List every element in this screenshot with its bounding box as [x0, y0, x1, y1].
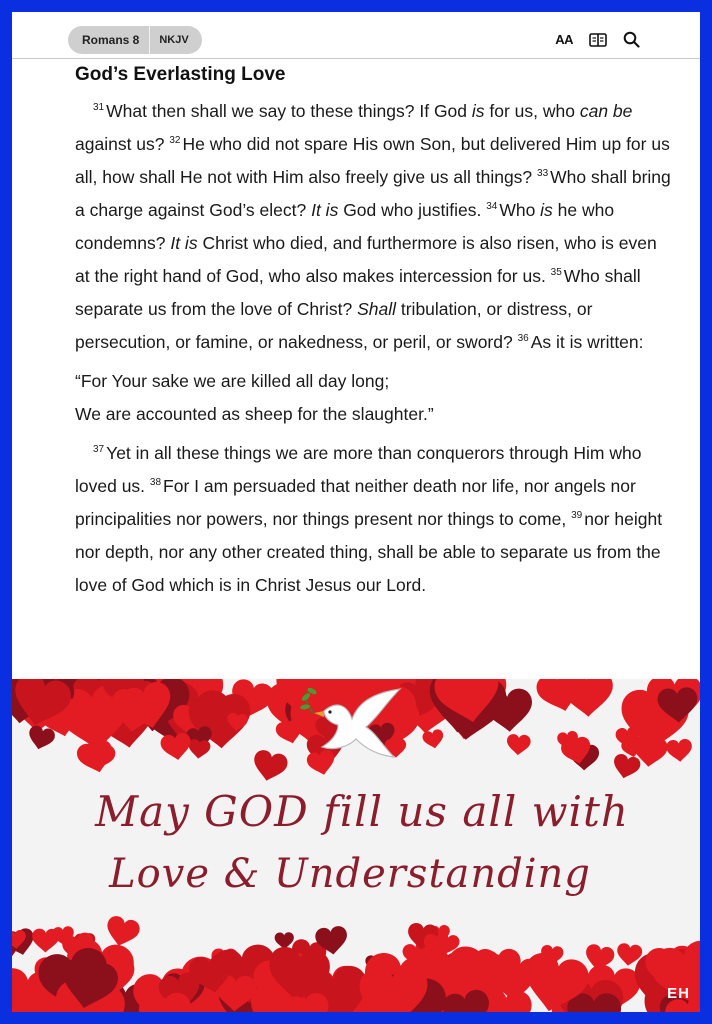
verse-text: For I am persuaded that neither death nor life, nor angels nor principalities nor powers, nor things present nor things to come,	[75, 476, 636, 529]
passage-selector	[68, 26, 202, 54]
reader-frame	[12, 12, 700, 1012]
text-size-icon[interactable]: AA	[555, 32, 573, 47]
verse-text: for us, who	[484, 101, 580, 121]
heart-shape	[103, 914, 142, 950]
verse-number[interactable]: 35	[550, 267, 562, 278]
book-chapter-button[interactable]: Romans 8	[82, 33, 140, 47]
verse-text: Who shall bring a charge against God’s elect?	[75, 167, 671, 220]
poem-line: We are accounted as sheep for the slaughter.”	[75, 404, 434, 424]
paragraph-1	[75, 95, 675, 359]
verse-number[interactable]: 39	[571, 510, 583, 521]
verse-text: Christ who died, and furthermore is also risen, who is even at the right hand of God, who also makes intercession for us.	[75, 233, 657, 286]
verse-text: Yet in all these things we are more than conquerors through Him who loved us.	[75, 443, 642, 496]
verse-number[interactable]: 37	[93, 444, 105, 455]
top-toolbar	[12, 12, 700, 59]
verse-text: Who	[499, 200, 541, 220]
blessing-banner	[12, 679, 700, 1012]
verse-italic: Shall	[357, 299, 396, 319]
verse-text: tribulation, or distress, or persecution, or famine, or nakedness, or peril, or sword?	[75, 299, 593, 352]
heart-shape	[666, 738, 693, 762]
heart-shape	[250, 748, 289, 784]
section-heading: God’s Everlasting Love	[75, 64, 286, 85]
poetry-block	[75, 365, 675, 431]
banner-line-1: May GOD fill us all with	[95, 787, 629, 836]
verse-italic: It is	[170, 233, 198, 253]
poem-line: “For Your sake we are killed all day long;	[75, 371, 390, 391]
hearts-decoration	[12, 679, 700, 1012]
verse-italic: is	[540, 200, 553, 220]
paragraph-2	[75, 437, 675, 602]
verse-italic: It is	[311, 200, 339, 220]
verse-number[interactable]: 33	[537, 168, 549, 179]
verse-number[interactable]: 38	[149, 477, 162, 488]
heart-shape	[611, 753, 642, 782]
verse-text: Who shall separate us from the love of Christ?	[75, 266, 641, 319]
toolbar-actions	[555, 31, 640, 48]
search-icon[interactable]	[623, 31, 640, 48]
heart-shape	[187, 739, 211, 760]
verse-text: nor height nor depth, nor any other created thing, shall be able to separate us from the love of God which is in Christ Jesus our Lord.	[75, 509, 663, 595]
watermark-label: EH	[667, 985, 690, 1002]
heart-shape	[561, 679, 614, 718]
verse-number[interactable]: 34	[486, 201, 498, 212]
verse-number[interactable]: 31	[93, 102, 105, 113]
verse-text: against us?	[75, 134, 170, 154]
verse-number[interactable]: 32	[169, 135, 181, 146]
verse-text: he who condemns?	[75, 200, 615, 253]
heart-shape	[275, 932, 295, 949]
verse-text: God who justifies.	[338, 200, 487, 220]
passage-text	[75, 60, 675, 602]
verse-text: As it is written:	[530, 332, 644, 352]
heart-shape	[506, 734, 531, 756]
heart-shape	[160, 732, 194, 762]
verse-italic: can be	[579, 101, 633, 121]
verse-italic: is	[471, 101, 485, 121]
verse-text: What then shall we say to these things? If God	[106, 101, 472, 121]
book-icon[interactable]	[589, 33, 607, 47]
banner-line-2: Love & Understanding	[109, 851, 591, 897]
verse-number[interactable]: 36	[517, 333, 529, 344]
version-button[interactable]: NKJV	[159, 34, 189, 46]
verse-text: He who did not spare His own Son, but delivered Him up for us all, how shall He not with Him also freely give us all things?	[75, 134, 670, 187]
